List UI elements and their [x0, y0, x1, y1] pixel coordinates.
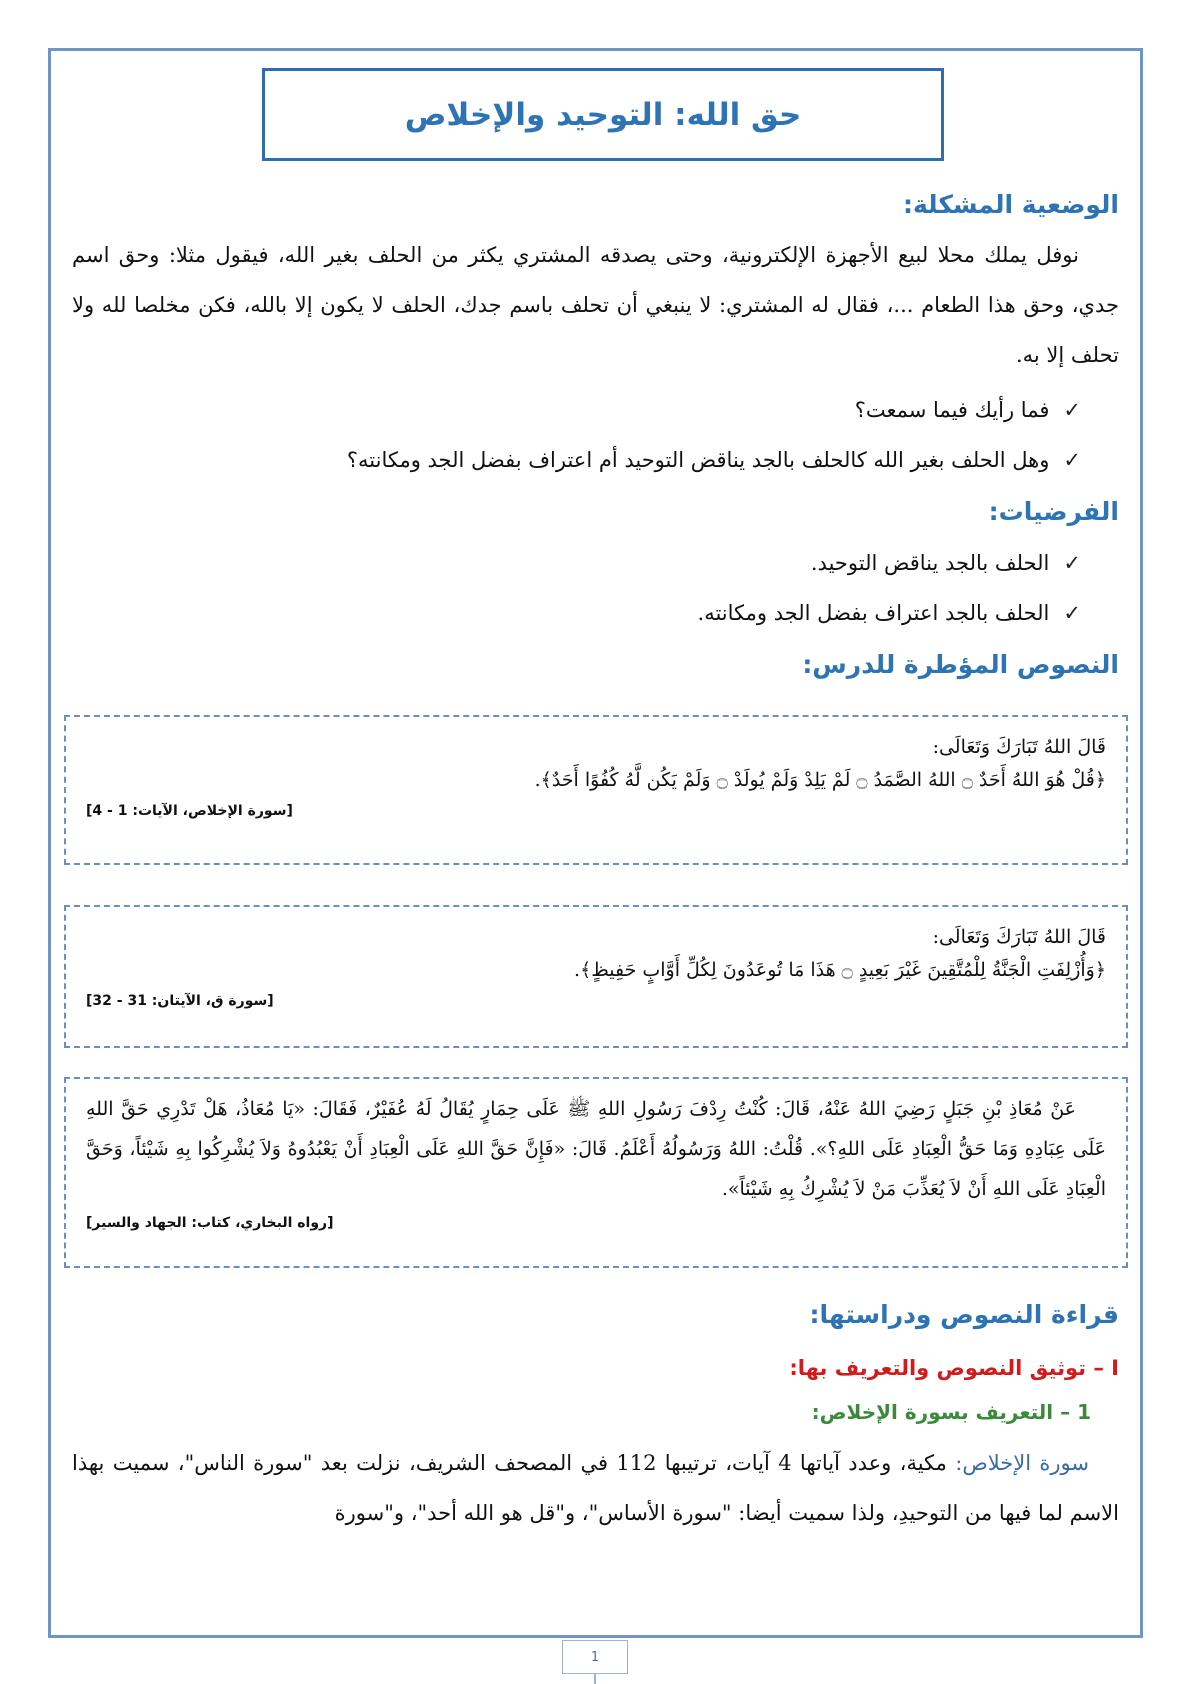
page-title: حق الله: التوحيد والإخلاص: [404, 96, 802, 133]
list-item: [72, 588, 1081, 638]
verse-intro: قَالَ اللهُ تَبَارَكَ وَتَعَالَى:: [932, 926, 1106, 948]
title-box: [262, 68, 944, 161]
quran-box-1: [64, 715, 1128, 865]
verse-text: ﴿قُلْ هُوَ اللهُ أَحَدٌ ۝ اللهُ الصَّمَدُ ۝ لَمْ يَلِدْ وَلَمْ يُولَدْ ۝ وَلَمْ يَكُن لَّهُ كُفُوًا أَحَدٌ﴾.: [534, 769, 1106, 791]
list-item: [72, 385, 1081, 435]
hadith-box: [64, 1077, 1128, 1268]
surah-description-text: مكية، وعدد آياتها 4 آيات، ترتيبها 112 في المصحف الشريف، نزلت بعد "سورة الناس"، سميت بهذا الاسم لما فيها من التوحيدِ، ولذا سميت أيضا: "سورة الأساس"، و"قل هو الله أحد"، و"سورة: [72, 1451, 1119, 1525]
section-heading: I – توثيق النصوص والتعريف بها:: [789, 1356, 1119, 1380]
hypothesis-text: الحلف بالجد اعتراف بفضل الجد ومكانته.: [697, 601, 1050, 625]
hadith-reference: [رواه البخاري، كتاب: الجهاد والسير]: [86, 1215, 334, 1231]
question-text: فما رأيك فيما سمعت؟: [854, 398, 1050, 422]
problem-heading: الوضعية المشكلة:: [902, 190, 1119, 219]
problem-text: نوفل يملك محلا لبيع الأجهزة الإلكترونية، وحتى يصدقه المشتري يكثر من الحلف بغير الله، فيقول مثلا: وحق اسم جدي، وحق هذا الطعام ...، فقال له المشتري: لا ينبغي أن تحلف باسم جدك، الحلف لا يكون إلا بالله، فكن مخلصا لله ولا تحلف إلا به.: [72, 243, 1119, 367]
surah-description: [72, 1438, 1119, 1538]
verse-text: ﴿وَأُزْلِفَتِ الْجَنَّةُ لِلْمُتَّقِينَ غَيْرَ بَعِيدٍ ۝ هَذَا مَا تُوعَدُونَ لِكُلِّ أَوَّابٍ حَفِيظٍ﴾.: [574, 959, 1106, 981]
verse-reference: [سورة ق، الآيتان: 31 - 32]: [86, 993, 274, 1009]
check-icon: ✓: [1063, 448, 1081, 472]
hypothesis-text: الحلف بالجد يناقض التوحيد.: [810, 551, 1050, 575]
texts-heading: النصوص المؤطرة للدرس:: [802, 650, 1119, 679]
verse-intro: قَالَ اللهُ تَبَارَكَ وَتَعَالَى:: [932, 736, 1106, 758]
subsection-heading: 1 – التعريف بسورة الإخلاص:: [811, 1400, 1091, 1424]
check-icon: ✓: [1063, 601, 1081, 625]
list-item: [72, 538, 1081, 588]
hypotheses-heading: الفرضيات:: [988, 497, 1119, 526]
page-number: 1: [562, 1640, 628, 1674]
page-number-stem: [594, 1674, 596, 1684]
quran-box-2: [64, 905, 1128, 1048]
list-item: [72, 435, 1081, 485]
reading-heading: قراءة النصوص ودراستها:: [809, 1300, 1119, 1329]
check-icon: ✓: [1063, 551, 1081, 575]
problem-questions: [72, 385, 1081, 485]
hypotheses-list: [72, 538, 1081, 638]
verse-reference: [سورة الإخلاص، الآيات: 1 - 4]: [86, 803, 293, 819]
check-icon: ✓: [1063, 398, 1081, 422]
question-text: وهل الحلف بغير الله كالحلف بالجد يناقض التوحيد أم اعتراف بفضل الجد ومكانته؟: [346, 448, 1050, 472]
surah-term: سورة الإخلاص:: [955, 1451, 1089, 1475]
hadith-text: عَنْ مُعَاذِ بْنِ جَبَلٍ رَضِيَ اللهُ عَنْهُ، قَالَ: كُنْتُ رِدْفَ رَسُولِ اللهِ ﷺ عَلَى حِمَارٍ يُقَالُ لَهُ عُفَيْرٌ، فَقَالَ: «يَا مُعَاذُ، هَلْ تَدْرِي حَقَّ اللهِ عَلَى عِبَادِهِ وَمَا حَقُّ الْعِبَادِ عَلَى اللهِ؟». قُلْتُ: اللهُ وَرَسُولُهُ أَعْلَمُ. قَالَ: «فَإِنَّ حَقَّ اللهِ عَلَى الْعِبَادِ أَنْ يَعْبُدُوهُ وَلاَ يُشْرِكُوا بِهِ شَيْئاً، وَحَقَّ الْعِبَادِ عَلَى اللهِ أَنْ لاَ يُعَذِّبَ مَنْ لاَ يُشْرِكُ بِهِ شَيْئاً».: [86, 1098, 1106, 1200]
